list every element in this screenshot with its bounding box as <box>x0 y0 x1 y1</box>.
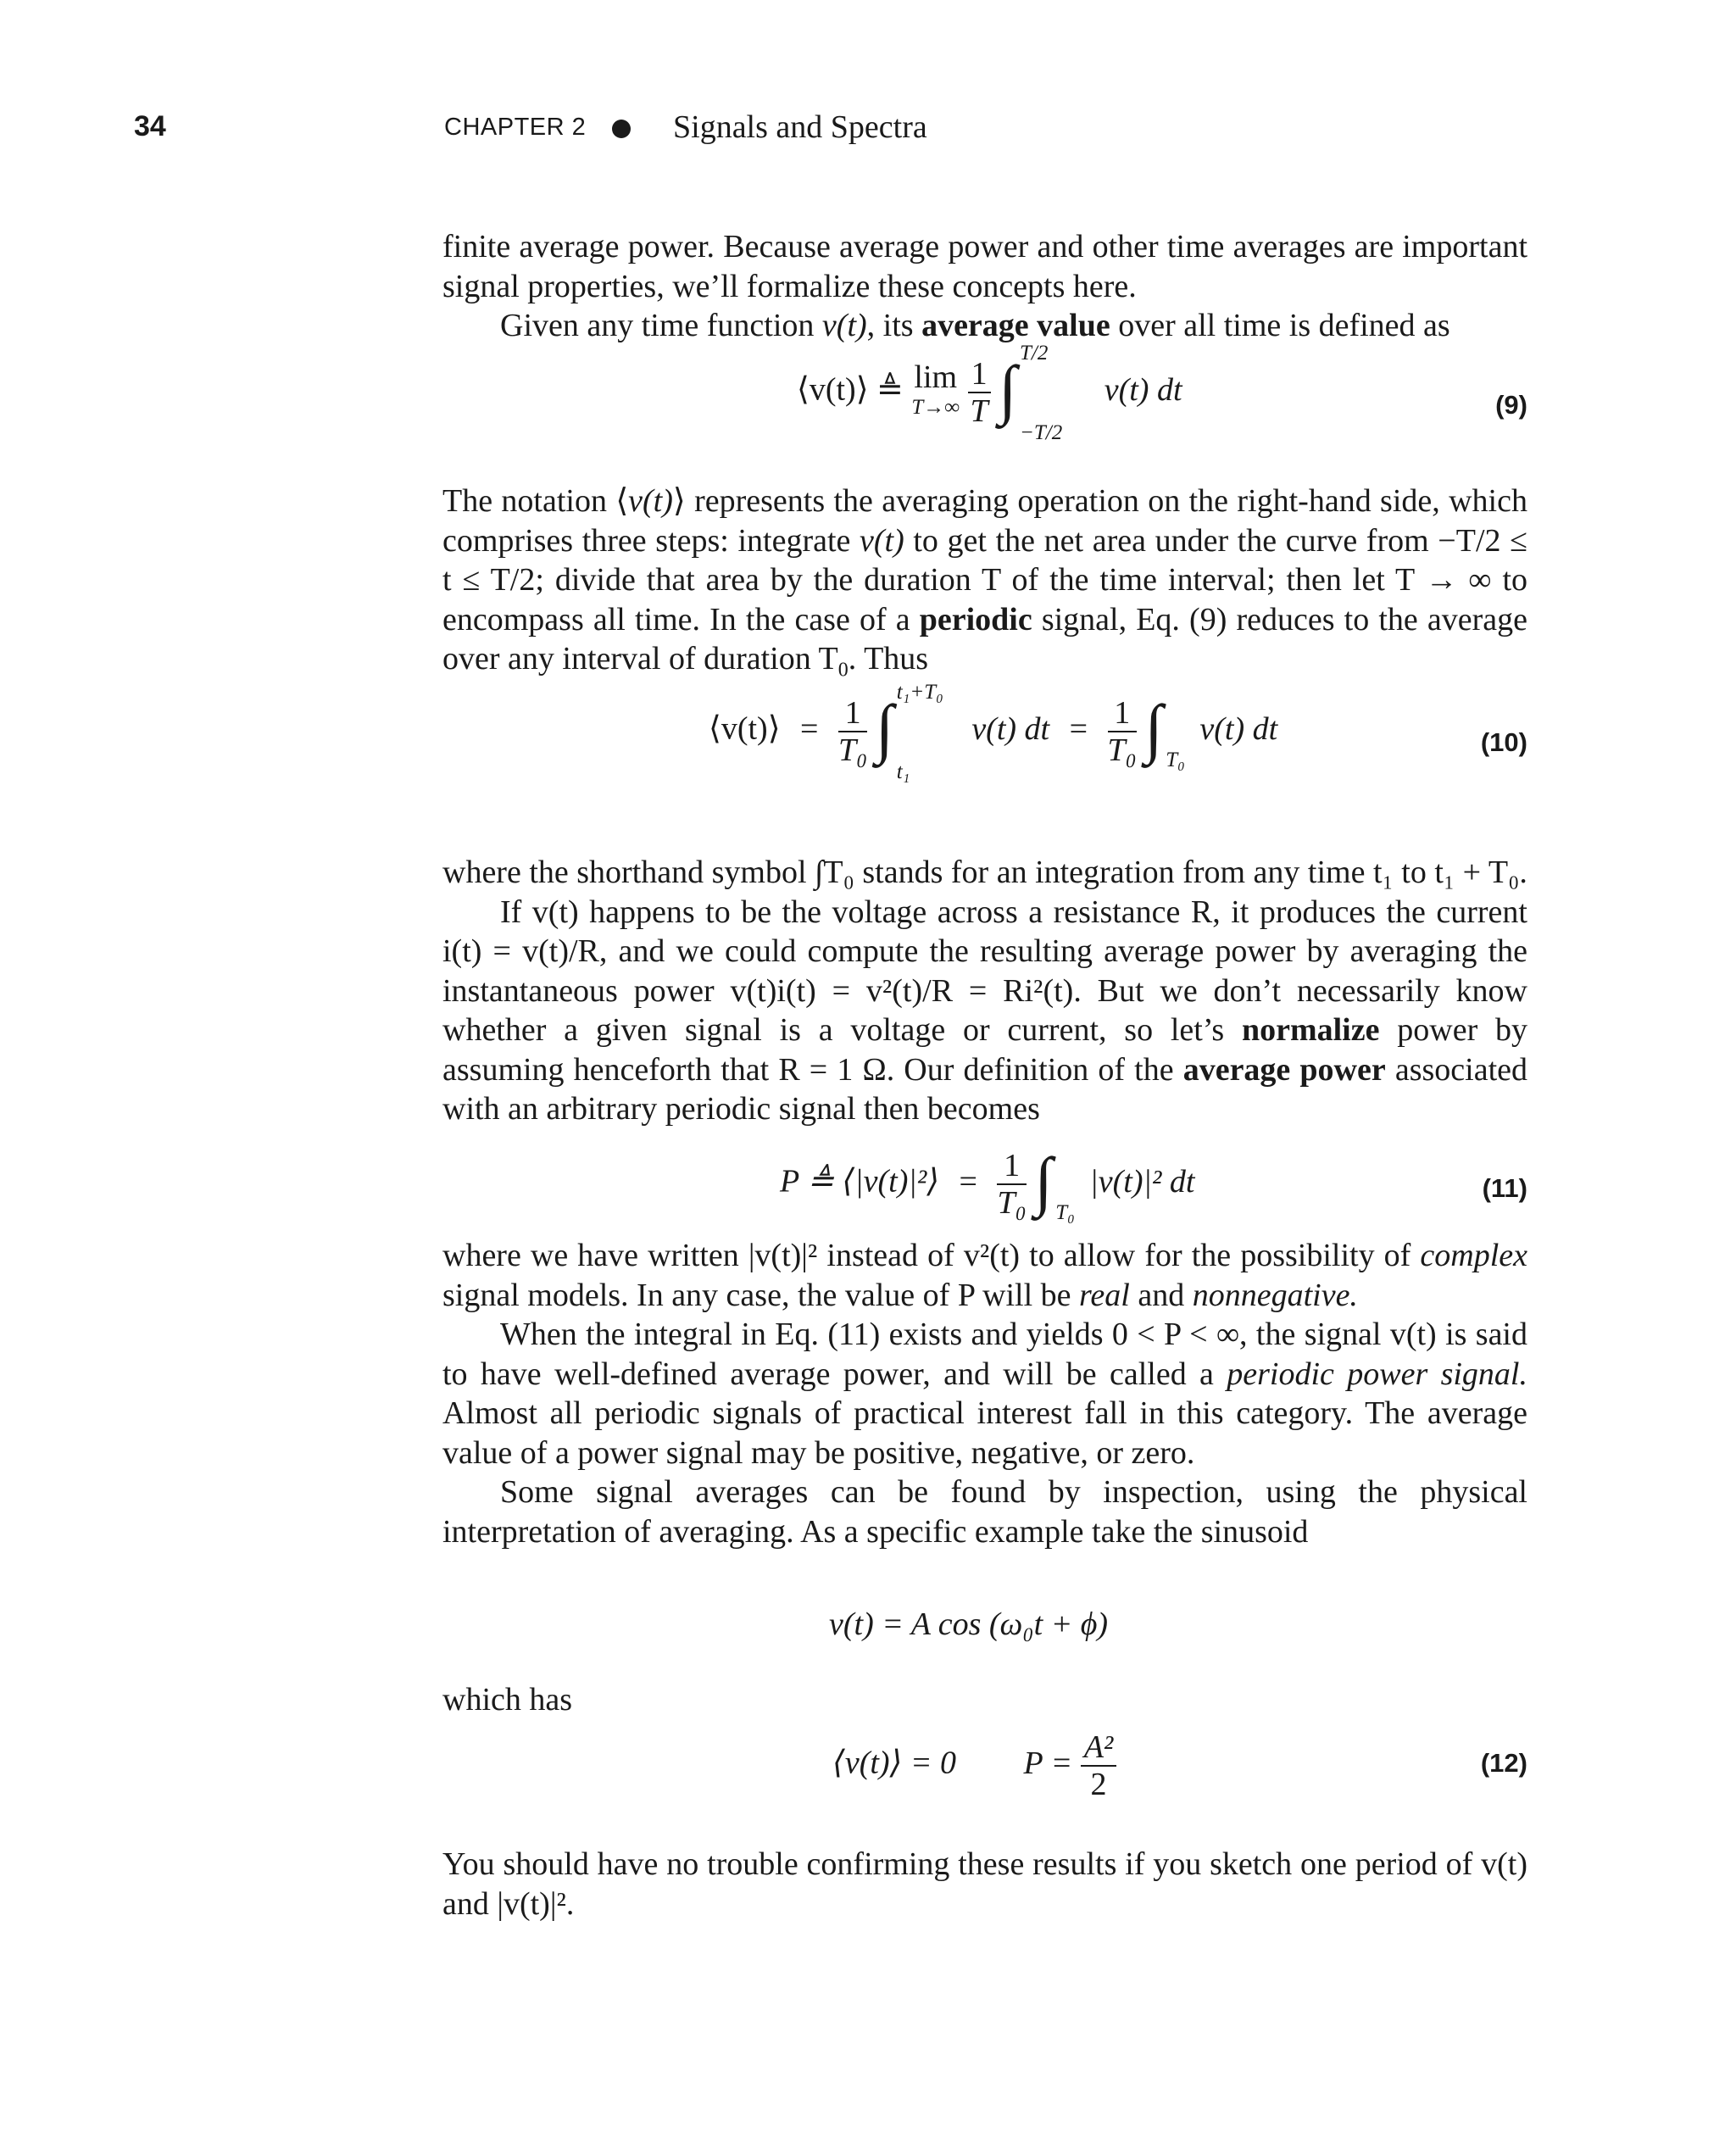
text-run: Almost all periodic signals of practical interest fall in this category. The average value of a power signal may be positive, negative, or zero. <box>442 1395 1527 1471</box>
eq9-integral-sign: ∫ <box>999 352 1017 426</box>
text-run: over all time is defined as <box>1110 308 1450 343</box>
eq10-upper: t₁+T₀ <box>896 681 943 704</box>
term-complex: complex <box>1420 1238 1527 1273</box>
paragraph-intro <box>442 227 1527 346</box>
text-run: . Thus <box>848 641 929 676</box>
paragraph-1: finite average power. Because average power and other time averages are important signal properties, we’ll formalize these concepts here. <box>442 229 1527 304</box>
math-vt: v(t) <box>628 483 673 519</box>
eq11-equals: = <box>959 1163 977 1200</box>
eq10-integrand-2: v(t) dt <box>1199 710 1278 747</box>
equation-9 <box>797 342 1182 444</box>
paragraph-complex <box>442 1236 1527 1551</box>
term-periodic-power-signal: periodic power signal. <box>1227 1356 1527 1392</box>
eq10-limits <box>896 681 943 783</box>
equation-number-12: (12) <box>1480 1748 1527 1778</box>
equation-11 <box>780 1146 1194 1222</box>
text-run: , its <box>866 308 922 343</box>
equation-10 <box>709 681 1278 783</box>
term-nonnegative: nonnegative. <box>1192 1277 1358 1313</box>
eq11-limits <box>1055 1172 1075 1224</box>
eq11-lower: T₀ <box>1055 1201 1075 1224</box>
paragraph-9: which has <box>442 1682 573 1718</box>
eq10-integral-sign-2: ∫ <box>1144 691 1163 765</box>
eq12-den: 2 <box>1090 1767 1107 1802</box>
eq12-fraction <box>1081 1729 1117 1802</box>
eq9-num: 1 <box>968 356 991 393</box>
eq9-lhs: ⟨v(t)⟩ <box>797 371 869 408</box>
eq9-limit <box>911 359 960 423</box>
page-number: 34 <box>134 110 166 142</box>
eq10-lower-2: T₀ <box>1166 749 1185 771</box>
running-title: Signals and Spectra <box>673 109 927 145</box>
text-run: ⟩ represents the averaging operation on the right-hand side, which comprises three steps: integrate <box>442 483 1527 559</box>
paragraph-which-has <box>442 1680 1527 1720</box>
eq12-num: A² <box>1081 1729 1117 1767</box>
eq11-den: T₀ <box>997 1185 1027 1221</box>
eq12-right-lhs: P = <box>1023 1745 1073 1781</box>
equation-number-9: (9) <box>1495 390 1527 420</box>
equation-number-11: (11) <box>1482 1173 1527 1203</box>
text-run: signal, Eq. (9) reduces to the average over any interval of duration T <box>442 601 1527 676</box>
eq10-num: 1 <box>838 695 867 732</box>
eq9-lower: −T/2 <box>1019 421 1063 444</box>
eq9-lim-text: lim <box>914 359 958 395</box>
text-run: where we have written |v(t)|² instead of v²(t) to allow for the possibility of <box>442 1238 1421 1273</box>
text-run: and <box>1129 1277 1193 1313</box>
term-average-power: average power <box>1182 1051 1386 1088</box>
equation-12 <box>832 1729 1116 1802</box>
eq10-fraction <box>838 695 867 768</box>
text-run: Given any time function <box>500 308 822 343</box>
eq10-lhs: ⟨v(t)⟩ <box>709 710 781 747</box>
eq10-den-2: T₀ <box>1107 732 1137 768</box>
bullet-separator <box>612 120 631 138</box>
term-average-value: average value <box>921 308 1110 343</box>
text-run: signal models. In any case, the value of P will be <box>442 1277 1080 1313</box>
eq9-defeq: ≜ <box>876 371 904 408</box>
math-vt: v(t) <box>821 308 867 343</box>
paragraph-final <box>442 1845 1527 1924</box>
eq10-num-2: 1 <box>1108 695 1137 732</box>
eq10-limits-2 <box>1166 720 1185 771</box>
eq9-integrand: v(t) dt <box>1104 371 1182 408</box>
text-run: associated with an arbitrary periodic signal then becomes <box>442 1051 1528 1127</box>
eq10-lower: t₁ <box>896 760 910 783</box>
eq10-integrand: v(t) dt <box>971 710 1050 747</box>
term-normalize: normalize <box>1241 1012 1380 1048</box>
paragraph-8: Some signal averages can be found by inspection, using the physical interpretation of averaging. As a specific example take the sinusoid <box>442 1474 1527 1550</box>
text-run: The notation ⟨ <box>442 483 629 519</box>
eq11-integral-sign: ∫ <box>1034 1144 1053 1217</box>
paragraph-notation <box>442 482 1527 690</box>
text-run: When the integral in Eq. (11) exists and yields 0 < P < ∞, the signal v(t) is said to have well-defined average power, and will be called a <box>442 1317 1527 1392</box>
eq9-fraction <box>968 356 991 429</box>
math-vt: v(t) <box>860 522 904 559</box>
term-periodic: periodic <box>919 601 1032 637</box>
term-real: real <box>1079 1277 1130 1313</box>
eq10-den: T₀ <box>837 732 868 768</box>
eq12-left: ⟨v(t)⟩ = 0 <box>832 1745 957 1781</box>
paragraph-3: The notation ⟨v(t)⟩ represents the averaging operation on the right-hand side, which comprises three steps: integrate v(t) to get the net area under the curve from −T/2 ≤ t ≤ T/2; divide that area by the duration T of the time interval; then let T → ∞ to encompass all time. In the case of a periodic signal, Eq. (9) reduces to the average over any interval of duration $T_0$. Thus <box>442 483 1527 682</box>
eq11-integrand: |v(t)|² dt <box>1089 1163 1195 1200</box>
eq9-upper: T/2 <box>1019 342 1049 365</box>
text-run: to get the net area under the curve from −T/2 ≤ t ≤ T/2; divide that area by the duration T of the time interval; then let T → ∞ to encompass all time. In the case of a <box>442 522 1527 637</box>
eq11-num: 1 <box>997 1148 1026 1185</box>
eq10-integral-sign: ∫ <box>875 691 894 765</box>
chapter-label: CHAPTER 2 <box>444 114 587 141</box>
text-run: If v(t) happens to be the voltage across a resistance R, it produces the current i(t) = v(t)/R, and we could compute the resulting average power by averaging the instantaneous power v(t)i(t) = v²(t)/R = Ri²(t). But we don’t necessarily know whether a given signal is a voltage or current, so let’s <box>442 894 1527 1048</box>
paragraph-6 <box>442 1236 1527 1315</box>
eq9-limits <box>1019 342 1063 444</box>
eq11-fraction <box>997 1148 1026 1221</box>
paragraph-power <box>442 853 1527 1129</box>
eq10-equals: = <box>800 710 819 747</box>
eq11-lhs: P ≜ ⟨|v(t)|²⟩ <box>780 1163 940 1200</box>
paragraph-10: You should have no trouble confirming these results if you sketch one period of v(t) and |v(t)|². <box>442 1846 1527 1922</box>
equation-sinusoid: v(t) = A cos (ω₀t + ϕ) <box>829 1606 1109 1642</box>
paragraph-5 <box>442 893 1527 1129</box>
text-run: power by assuming henceforth that R = 1 Ω. Our definition of the <box>442 1012 1528 1088</box>
eq10-fraction-2 <box>1108 695 1137 768</box>
eq9-den: T <box>970 393 988 429</box>
paragraph-7 <box>442 1315 1527 1473</box>
paragraph-4: where the shorthand symbol ∫T₀ stands for an integration from any time t₁ to t₁ + T₀. <box>442 855 1527 890</box>
eq9-lim-sub: T→∞ <box>911 396 960 419</box>
equation-number-10: (10) <box>1480 727 1527 757</box>
eq10-equals-2: = <box>1069 710 1088 747</box>
paragraph-2 <box>442 306 1527 346</box>
